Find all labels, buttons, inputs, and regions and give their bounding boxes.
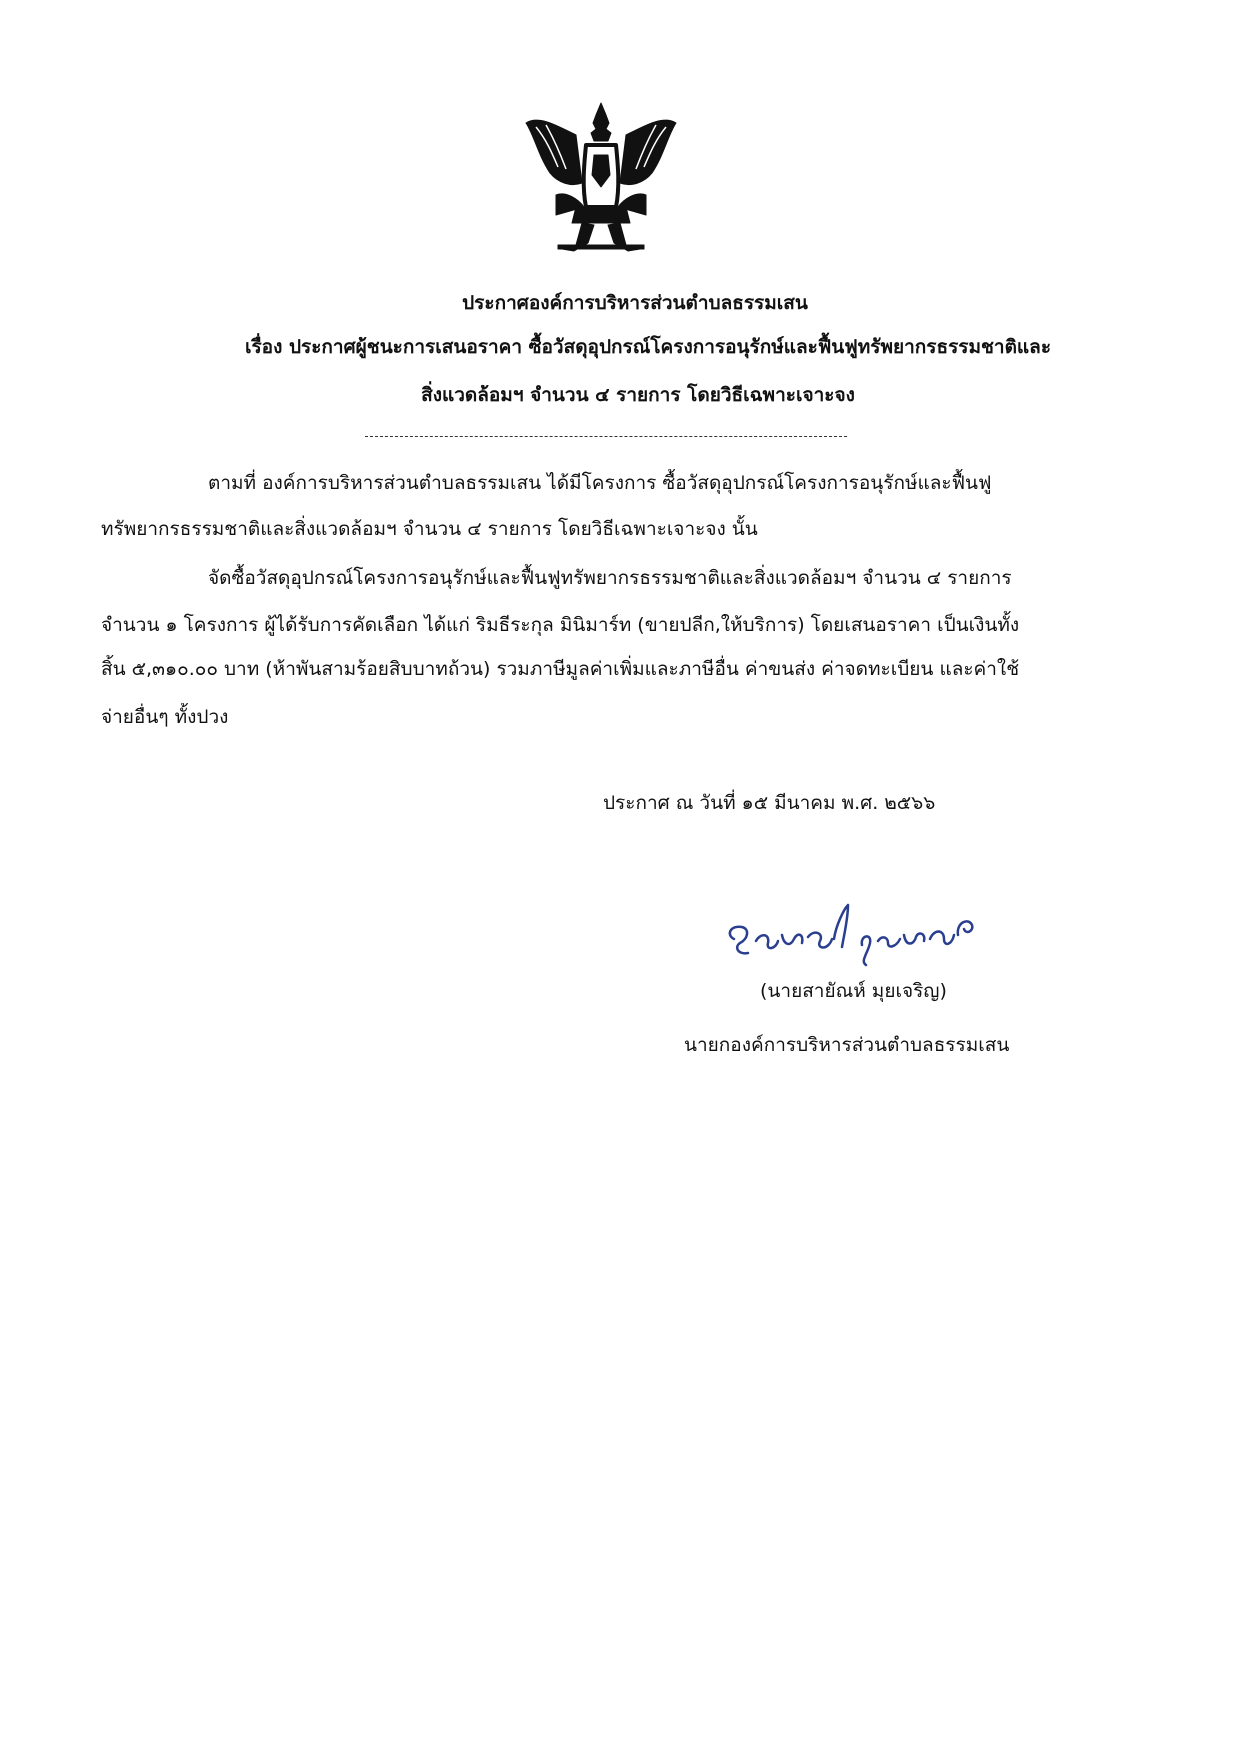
dashed-divider <box>365 436 847 437</box>
announcement-subject-line1: เรื่อง ประกาศผู้ชนะการเสนอราคา ซื้อวัสดุอุปกรณ์โครงการอนุรักษ์และฟื้นฟูทรัพยากรธรรมชาติและ <box>244 336 1052 358</box>
signer-name: (นายสายัณห์ มุยเจริญ) <box>760 980 947 1002</box>
paragraph2-line4: จ่ายอื่นๆ ทั้งปวง <box>101 706 229 728</box>
handwritten-signature <box>720 895 990 975</box>
paragraph2-line2: จำนวน ๑ โครงการ ผู้ได้รับการคัดเลือก ได้แก่ ริมธีระกุล มินิมาร์ท (ขายปลีก,ให้บริการ) โดยเสนอราคา เป็นเงินทั้ง <box>101 614 1020 636</box>
paragraph2-line3: สิ้น ๕,๓๑๐.๐๐ บาท (ห้าพันสามร้อยสิบบาทถ้วน) รวมภาษีมูลค่าเพิ่มและภาษีอื่น ค่าขนส่ง ค่าจดทะเบียน และค่าใช้ <box>101 658 1020 680</box>
announcement-title: ประกาศองค์การบริหารส่วนตำบลธรรมเสน <box>462 292 808 314</box>
paragraph1-line1: ตามที่ องค์การบริหารส่วนตำบลธรรมเสน ได้มีโครงการ ซื้อวัสดุอุปกรณ์โครงการอนุรักษ์และฟื้นฟู <box>208 472 992 494</box>
garuda-emblem-icon <box>516 95 686 265</box>
signer-position: นายกองค์การบริหารส่วนตำบลธรรมเสน <box>684 1034 1010 1056</box>
announcement-date: ประกาศ ณ วันที่ ๑๕ มีนาคม พ.ศ. ๒๕๖๖ <box>603 792 936 814</box>
paragraph2-line1: จัดซื้อวัสดุอุปกรณ์โครงการอนุรักษ์และฟื้นฟูทรัพยากรธรรมชาติและสิ่งแวดล้อมฯ จำนวน ๔ รายการ <box>208 567 1012 589</box>
announcement-subject-line2: สิ่งแวดล้อมฯ จำนวน ๔ รายการ โดยวิธีเฉพาะเจาะจง <box>421 384 855 406</box>
paragraph1-line2: ทรัพยากรธรรมชาติและสิ่งแวดล้อมฯ จำนวน ๔ รายการ โดยวิธีเฉพาะเจาะจง นั้น <box>101 518 758 540</box>
